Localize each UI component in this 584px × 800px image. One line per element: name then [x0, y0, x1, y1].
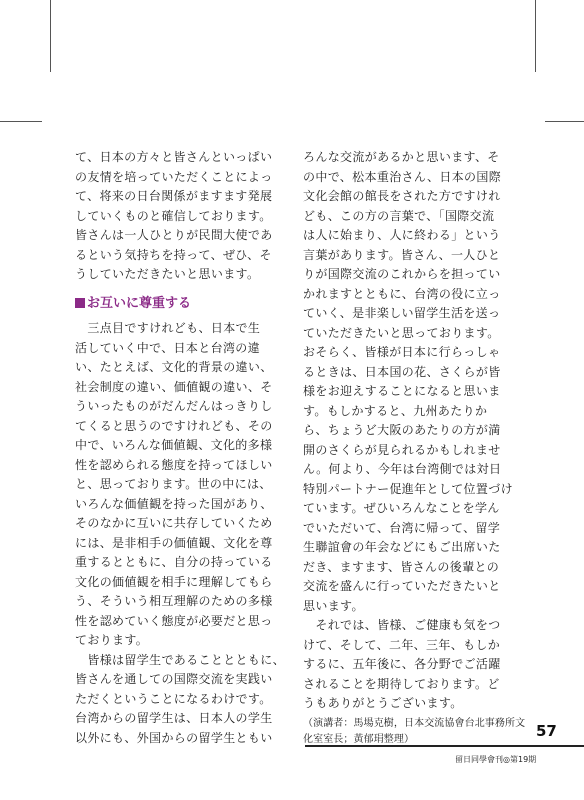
text-line: うしていただきたいと思います。: [75, 267, 260, 281]
text-line: 言葉があります。皆さん、一人ひと: [303, 247, 501, 262]
text-line: うもありがとうございます。: [303, 696, 463, 710]
right-body-paragraphs: [303, 148, 515, 714]
text-line: ております。: [75, 633, 149, 647]
footer-rule: [305, 745, 584, 747]
text-line: う、そういう相互理解のための多様: [75, 594, 273, 608]
text-line: 性を認められる態度を持ってほしい: [75, 457, 273, 472]
text-line: ていく、是非楽しい留学生活を送っ: [303, 306, 501, 320]
text-line: と、思っております。世の中には、: [75, 477, 272, 491]
section-heading: [75, 294, 287, 314]
text-line: 特別パートナー促進年として位置づけ: [303, 481, 513, 496]
text-line: の友情を培っていただくことによっ: [75, 169, 273, 184]
text-line: 開のさくらが見られるかもしれませ: [303, 442, 501, 457]
square-bullet-icon: [75, 298, 85, 308]
text-line: ていただきたいと思っております。: [303, 325, 500, 340]
text-line: 文化会館の館長をされた方ですけれ: [303, 189, 501, 203]
text-line: 文化の価値観を相手に理解してもら: [75, 574, 273, 589]
crop-mark-right-horizontal: [545, 121, 584, 122]
section-heading-text: お互いに尊重する: [87, 295, 192, 311]
text-line: るときは、日本国の花、さくらが皆: [303, 364, 501, 379]
text-line: 中で、いろんな価値観、文化的多様: [75, 438, 273, 452]
text-line: ん。何より、今年は台湾側では対日: [303, 462, 502, 476]
text-line: ういったものがだんだんはっきりし: [75, 399, 273, 413]
right-column: [303, 148, 526, 748]
text-line: て、将来の日台関係がますます発展: [75, 189, 273, 203]
crop-mark-top-right: [535, 0, 536, 72]
text-line: 以外にも、外国からの留学生ともい: [75, 730, 273, 745]
text-line: 様をお迎えすることになると思いま: [303, 384, 501, 398]
text-line: るという気持ちを持って、ぜひ、そ: [75, 247, 272, 262]
text-line: ども、この方の言葉で、「国際交流: [303, 208, 495, 223]
text-line: 重するとともに、自分の持っている: [75, 555, 273, 569]
intro-paragraph: [75, 148, 287, 285]
text-line: だき、ますます、皆さんの後輩との: [303, 559, 500, 574]
text-line: ています。ぜひいろんなことを学ん: [303, 501, 500, 515]
text-line: ろんな交流があるかと思います、そ: [303, 150, 500, 164]
text-line: い、たとえば、文化的背景の違い、: [75, 360, 273, 374]
text-line: ただくということになるわけです。: [75, 691, 272, 706]
text-line: 生聯誼會の年会などにもご出席いた: [303, 540, 501, 554]
text-line: 皆さんは一人ひとりが民間大使であ: [75, 228, 273, 242]
crop-mark-top-left: [50, 0, 51, 72]
text-line: 性を認めていく態度が必要だと思っ: [75, 613, 273, 628]
text-line: するに、五年後に、各分野でご活躍: [303, 657, 501, 671]
credit-line: （演講者：馬場克樹，日本交流協會台北事務所文: [303, 717, 526, 729]
text-line: いろんな価値観を持った国があり、: [75, 496, 273, 511]
left-column: [75, 148, 287, 748]
text-line: 思います。: [303, 598, 364, 613]
text-line: の中で、松本重治さん、日本の国際: [303, 169, 502, 184]
text-line: それでは、皆様、ご健康も気をつ: [303, 618, 501, 632]
text-line: でいただいて、台湾に帰って、留学: [303, 520, 501, 535]
text-line: けて、そして、二年、三年、もしか: [303, 637, 501, 652]
publication-footer: 留日同學會刊◎第19期: [455, 755, 537, 764]
text-line: 活していく中で、日本と台湾の違: [75, 340, 261, 355]
page-number: 57: [536, 722, 557, 740]
text-line: 台湾からの留学生は、日本人の学生: [75, 711, 273, 725]
text-line: りが国際交流のこれからを担ってい: [303, 267, 501, 281]
text-line: は人に始まり、人に終わる」という: [303, 228, 501, 242]
text-line: かれますとともに、台湾の役に立っ: [303, 286, 501, 301]
text-line: 皆様は留学生であることとともに、: [75, 652, 285, 667]
text-line: そのなかに互いに共存していくため: [75, 516, 273, 530]
text-line: 社会制度の違い、価値観の違い、そ: [75, 379, 273, 394]
text-line: おそらく、皆様が日本に行らっしゃ: [303, 345, 501, 359]
text-line: す。もしかすると、九州あたりか: [303, 403, 488, 418]
crop-mark-left-horizontal: [0, 121, 42, 122]
text-line: 皆さんを通しての国際交流を実践い: [75, 672, 273, 686]
text-line: 三点目ですけれども、日本で生: [75, 321, 261, 335]
text-line: てくると思うのですけれども、その: [75, 418, 273, 433]
speaker-credit: [303, 716, 526, 748]
text-line: には、是非相手の価値観、文化を尊: [75, 535, 273, 550]
credit-line: 化室室長；黃郁琄整理）: [303, 733, 415, 745]
text-line: て、日本の方々と皆さんといっぱい: [75, 150, 273, 164]
text-line: 交流を盛んに行っていただきたいと: [303, 579, 501, 593]
body-paragraphs: [75, 319, 287, 748]
text-line: していくものと確信しております。: [75, 208, 272, 223]
text-line: ら、ちょうど大阪のあたりの方が満: [303, 423, 501, 437]
text-line: されることを期待しております。ど: [303, 676, 500, 691]
